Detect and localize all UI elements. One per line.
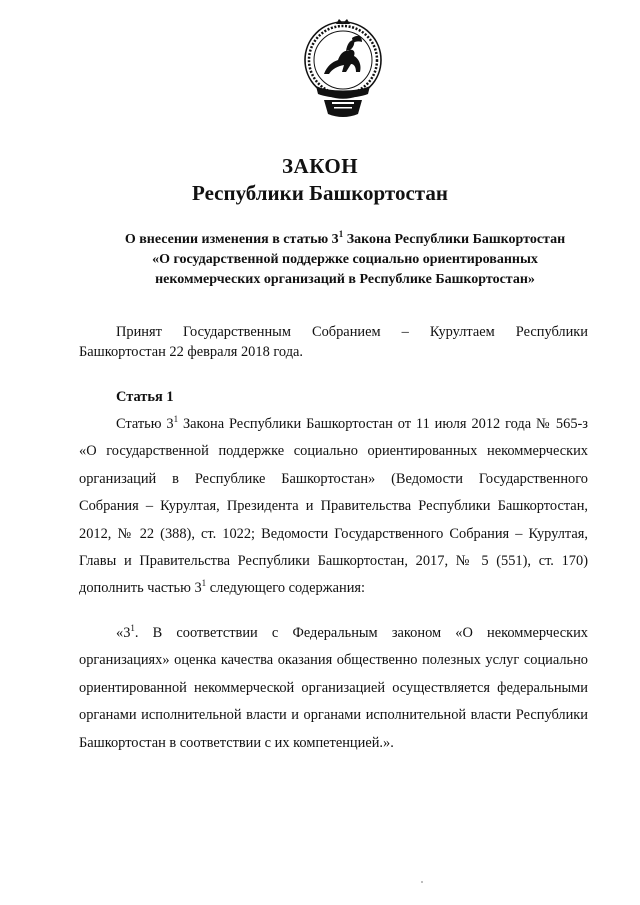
heading-line-3: некоммерческих организаций в Республике Башкортостан» — [155, 272, 535, 287]
adoption-statement: Принят Государственным Собранием – Курултаем Республики Башкортостан 22 февраля 2018 года. — [79, 324, 588, 360]
heading-line-2: «О государственной поддержке социально ориентированных — [152, 252, 538, 267]
article-paragraph-1: Статью $3^1$ Закона Республики Башкортостан от 11 июля 2012 года № 565-з «О государственной поддержке социально ориентированных некоммерческих организаций в Республике Башкортостан» (Ведомости Государственного Собрания – Курултая, Президента и Правительства Республики Башкортостан, 2012, № 22 (388), ст. 1022; Ведомости Государственного Собрания – Курултая, Главы и Правительства Республики Башкортостан, 2017, № 5 (551), ст. 170) дополнить частью $3^1$ следующего содержания: — [79, 414, 588, 597]
article-title: Статья 1 — [116, 389, 174, 405]
scan-speck — [421, 881, 423, 883]
document-type-title: ЗАКОН — [281, 154, 359, 178]
coat-of-arms-icon — [302, 18, 384, 120]
law-heading — [95, 230, 595, 290]
heading-line-1: О внесении изменения в статью $3^1$ Закона Республики Башкортостан — [124, 229, 566, 247]
article-paragraph-2: «$3^1$. В соответствии с Федеральным законом «О некоммерческих организациях» оценка качества оказания общественно полезных услуг социально ориентированной некоммерческой организацией осуществляется федеральными органами исполнительной власти и органами исполнительной власти Республики Башкортостан в соответствии с их компетенцией.». — [79, 623, 588, 751]
issuer-title: Республики Башкортостан — [192, 181, 448, 205]
